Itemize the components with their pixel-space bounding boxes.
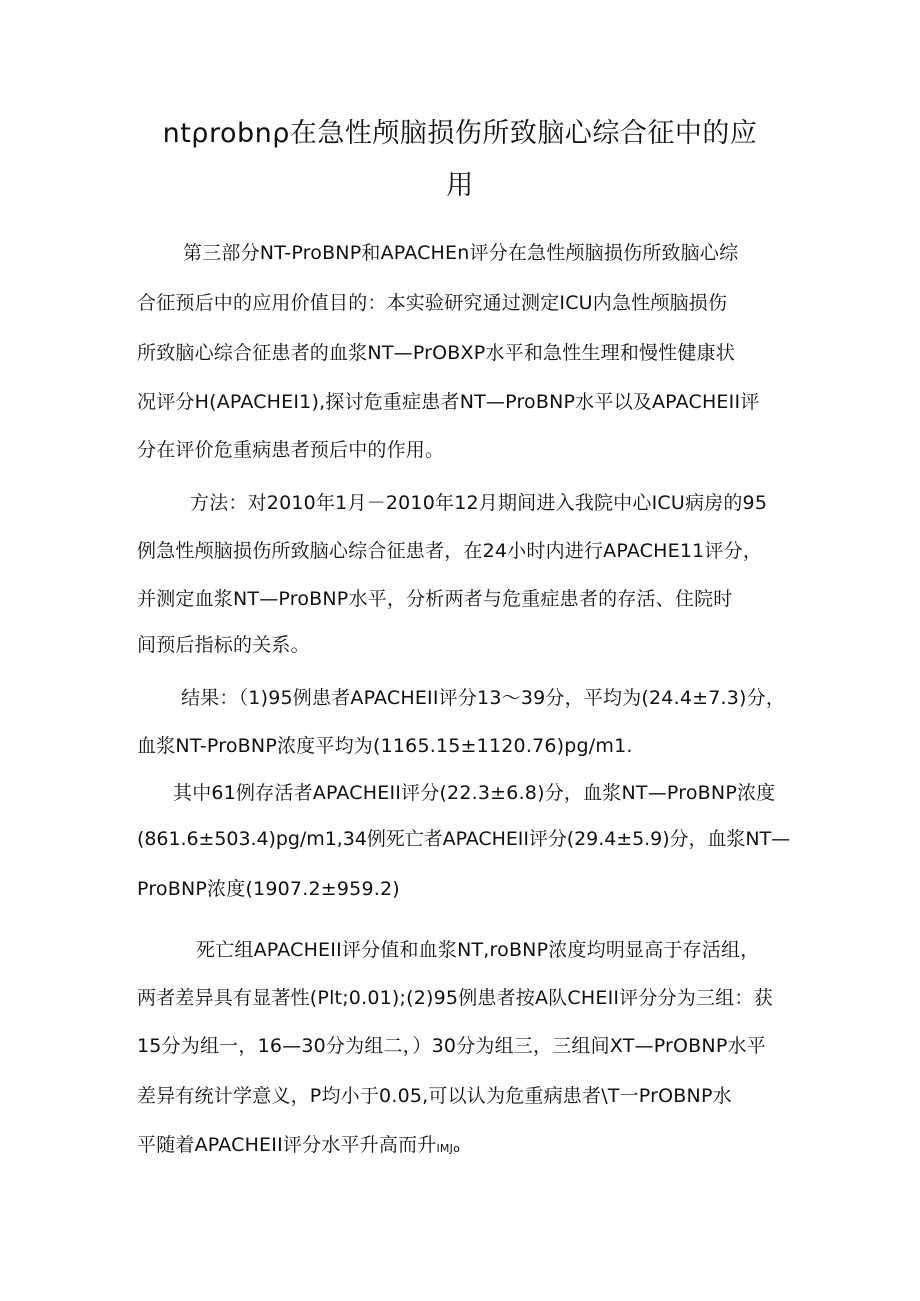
results-line-1: 结果：（1)95例患者APACHEII评分13～39分，平均为(24.4±7.3)分， [181,687,786,709]
survivors-line-2: (861.6±503.4)pg/m1,34例死亡者APACHEII评分(29.4±5.9)分，血浆NT— [137,828,791,850]
document-title-line-1: ntρrobnρ在急性颅脑损伤所致脑心综合征中的应 [162,118,758,149]
conclusion-line-1: 死亡组APACHEII评分值和血浆NT,roBNP浓度均明显高于存活组， [196,939,760,961]
survivors-line-1: 其中61例存活者APACHEII评分(22.3±6.8)分，血浆NT—ProBNP浓度 [173,782,776,804]
conclusion-line-4: 差异有统计学意义，P均小于0.05,可以认为危重病患者\T一PrOBNP水 [137,1085,732,1107]
document-title-line-2: 用 [446,170,474,201]
conclusion-line-3: 15分为组一，16—30分为组二，）30分为组三，三组间XT—PrOBNP水平 [137,1035,766,1057]
conclusion-line-2: 两者差异具有显著性(Plt;0.01);(2)95例患者按A队CHEII评分分为三组：获 [137,987,773,1009]
intro-line-2: 合征预后中的应用价值目的：本实验研究通过测定ICU内急性颅脑损伤 [137,292,728,314]
methods-line-1: 方法：对2010年1月－2010年12月期间进入我院中心ICU病房的95 [190,492,768,514]
conclusion-citation-mark: IMJo [436,1142,460,1155]
intro-line-3: 所致脑心综合征患者的血浆NT—PrOBXP水平和急性生理和慢性健康状 [137,342,736,364]
conclusion-line-5-text: 平随着APACHEII评分水平升高而升 [137,1134,437,1156]
intro-line-1: 第三部分NT-ProBNP和APACHEn评分在急性颅脑损伤所致脑心综 [183,242,739,264]
methods-line-3: 并测定血浆NT—ProBNP水平，分析两者与危重症患者的存活、住院时 [137,588,733,610]
methods-line-2: 例急性颅脑损伤所致脑心综合征患者，在24小时内进行APACHE11评分， [137,540,763,562]
intro-line-5: 分在评价危重病患者预后中的作用。 [137,439,445,461]
survivors-line-3: ProBNP浓度(1907.2±959.2) [137,878,400,900]
methods-line-4: 间预后指标的关系。 [137,634,310,656]
results-line-2: 血浆NT-ProBNP浓度平均为(1165.15±1120.76)pg/m1. [137,735,633,757]
conclusion-line-5 [137,1132,460,1162]
intro-line-4: 况评分H(APACHEI1),探讨危重症患者NT—ProBNP水平以及APACHEII评 [137,391,760,413]
